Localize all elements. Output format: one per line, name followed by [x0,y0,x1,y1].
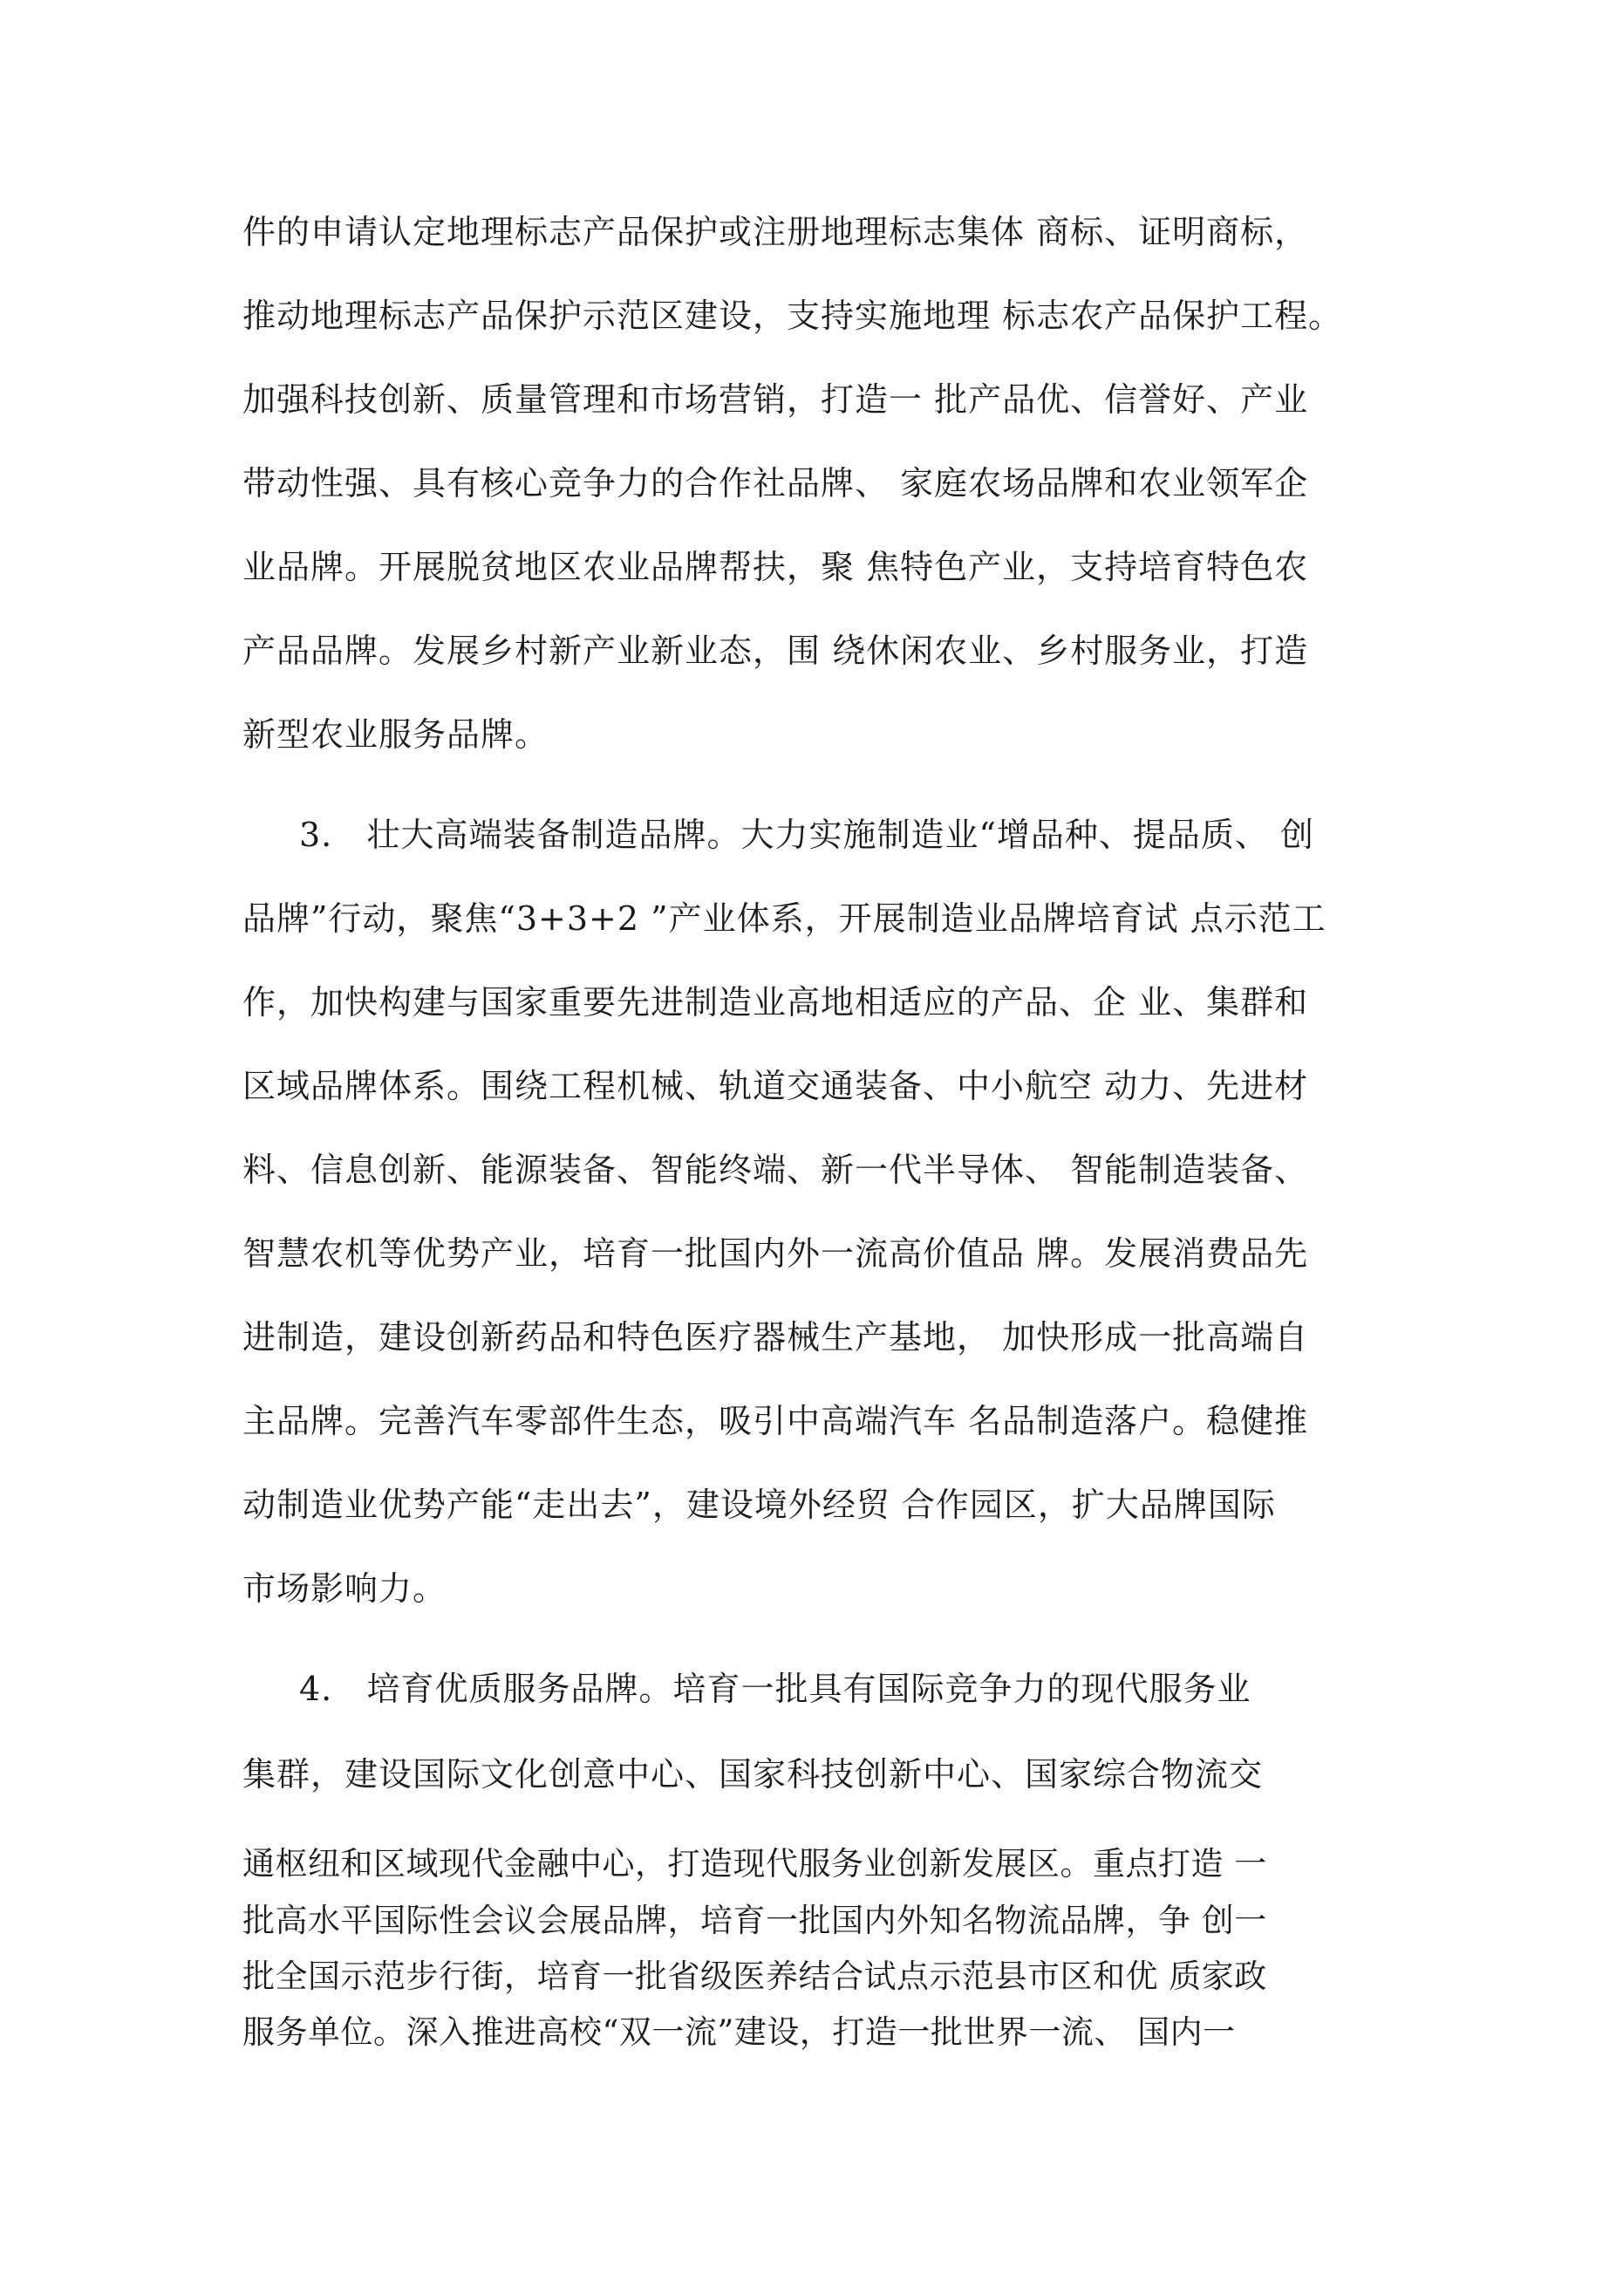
text-line: 服务单位。深入推进高校“双一流”建设，打造一批世界一流、 国内一 [242,2013,1236,2051]
text-line: 件的申请认定地理标志产品保护或注册地理标志集体 商标、证明商标， [242,213,1309,251]
text-line: 动制造业优势产能“走出去”，建设境外经贸 合作园区，扩大品牌国际 [242,1486,1276,1524]
text-line: 料、信息创新、能源装备、智能终端、新一代半导体、 智能制造装备、 [242,1151,1309,1189]
text-line: 4. 培育优质服务品牌。培育一批具有国际竞争力的现代服务业 [299,1670,1251,1708]
text-line: 集群，建设国际文化创意中心、国家科技创新中心、国家综合物流交 [242,1755,1264,1794]
text-line: 批高水平国际性会议会展品牌，培育一批国内外知名物流品牌，争 创一 [242,1902,1267,1939]
text-line: 进制造，建设创新药品和特色医疗器械生产基地， 加快形成一批高端自 [242,1318,1309,1356]
text-line: 加强科技创新、质量管理和市场营销，打造一 批产品优、信誉好、产业 [242,380,1309,419]
text-line: 通枢纽和区域现代金融中心，打造现代服务业创新发展区。重点打造 一 [242,1845,1267,1883]
text-line: 业品牌。开展脱贫地区农业品牌帮扶，聚 焦特色产业，支持培育特色农 [242,548,1309,586]
text-line: 批全国示范步行街，培育一批省级医养结合试点示范县市区和优 质家政 [242,1958,1267,1995]
text-line: 新型农业服务品牌。 [242,715,549,754]
text-line: 市场影响力。 [242,1569,447,1608]
text-line: 作，加快构建与国家重要先进制造业高地相适应的产品、企 业、集群和 [242,983,1309,1022]
text-line: 带动性强、具有核心竞争力的合作社品牌、 家庭农场品牌和农业领军企 [242,464,1309,502]
text-line: 3. 壮大高端装备制造品牌。大力实施制造业“增品种、提品质、 创 [299,816,1315,854]
text-line: 智慧农机等优势产业，培育一批国内外一流高价值品 牌。发展消费品先 [242,1234,1309,1273]
text-line: 区域品牌体系。围绕工程机械、轨道交通装备、中小航空 动力、先进材 [242,1067,1309,1105]
text-line: 品牌”行动，聚焦“3+3+2 ”产业体系，开展制造业品牌培育试 点示范工 [242,899,1326,938]
text-line: 主品牌。完善汽车零部件生态，吸引中高端汽车 名品制造落户。稳健推 [242,1402,1309,1440]
text-line: 推动地理标志产品保护示范区建设，支持实施地理 标志农产品保护工程。 [242,297,1343,335]
text-line: 产品品牌。发展乡村新产业新业态，围 绕休闲农业、乡村服务业，打造 [242,632,1309,670]
